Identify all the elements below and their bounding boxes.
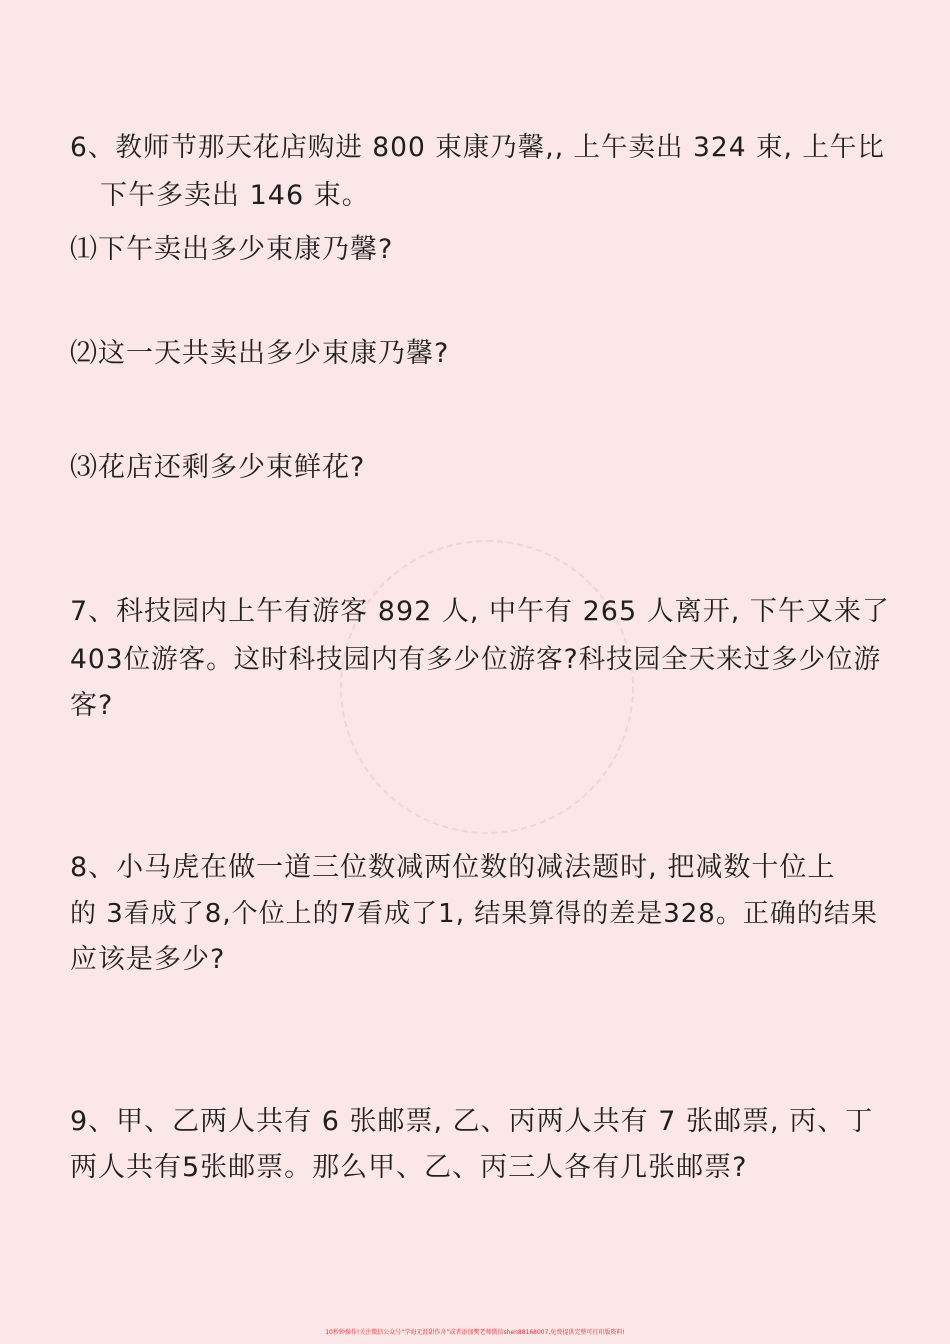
question-8-text-line-1: 8、小马虎在做一道三位数减两位数的减法题时, 把减数十位上 [70, 852, 836, 883]
question-8-text-line-3: 应该是多少? [70, 944, 226, 975]
footer-promo-text: 10秒钟操作!关注微信公众号“学海无涯甜作舟”或者添加樊老师微信shen88168007,免费提供完整可打印版资料! [325, 1329, 625, 1336]
question-9-text-line-1: 9、甲、乙两人共有 6 张邮票, 乙、丙两人共有 7 张邮票, 丙、丁 [70, 1106, 874, 1137]
question-6-sub-1: ⑴下午卖出多少束康乃馨? [70, 234, 394, 265]
question-6-text-line-2: 下午多卖出 146 束。 [100, 180, 370, 211]
watermark-stamp [340, 540, 634, 834]
question-6-sub-3: ⑶花店还剩多少束鲜花? [70, 452, 366, 483]
question-7-text-line-2: 403位游客。这时科技园内有多少位游客?科技园全天来过多少位游 [70, 644, 882, 675]
question-9-text-line-2: 两人共有5张邮票。那么甲、乙、丙三人各有几张邮票? [70, 1152, 748, 1183]
question-6-sub-2: ⑵这一天共卖出多少束康乃馨? [70, 338, 450, 369]
question-7-text-line-3: 客? [70, 690, 114, 721]
question-7-text-line-1: 7、科技园内上午有游客 892 人, 中午有 265 人离开, 下午又来了 [70, 596, 890, 627]
question-8-text-line-2: 的 3看成了8,个位上的7看成了1, 结果算得的差是328。正确的结果 [70, 899, 878, 929]
question-6-text-line-1: 6、教师节那天花店购进 800 束康乃馨,, 上午卖出 324 束, 上午比 [70, 132, 885, 163]
